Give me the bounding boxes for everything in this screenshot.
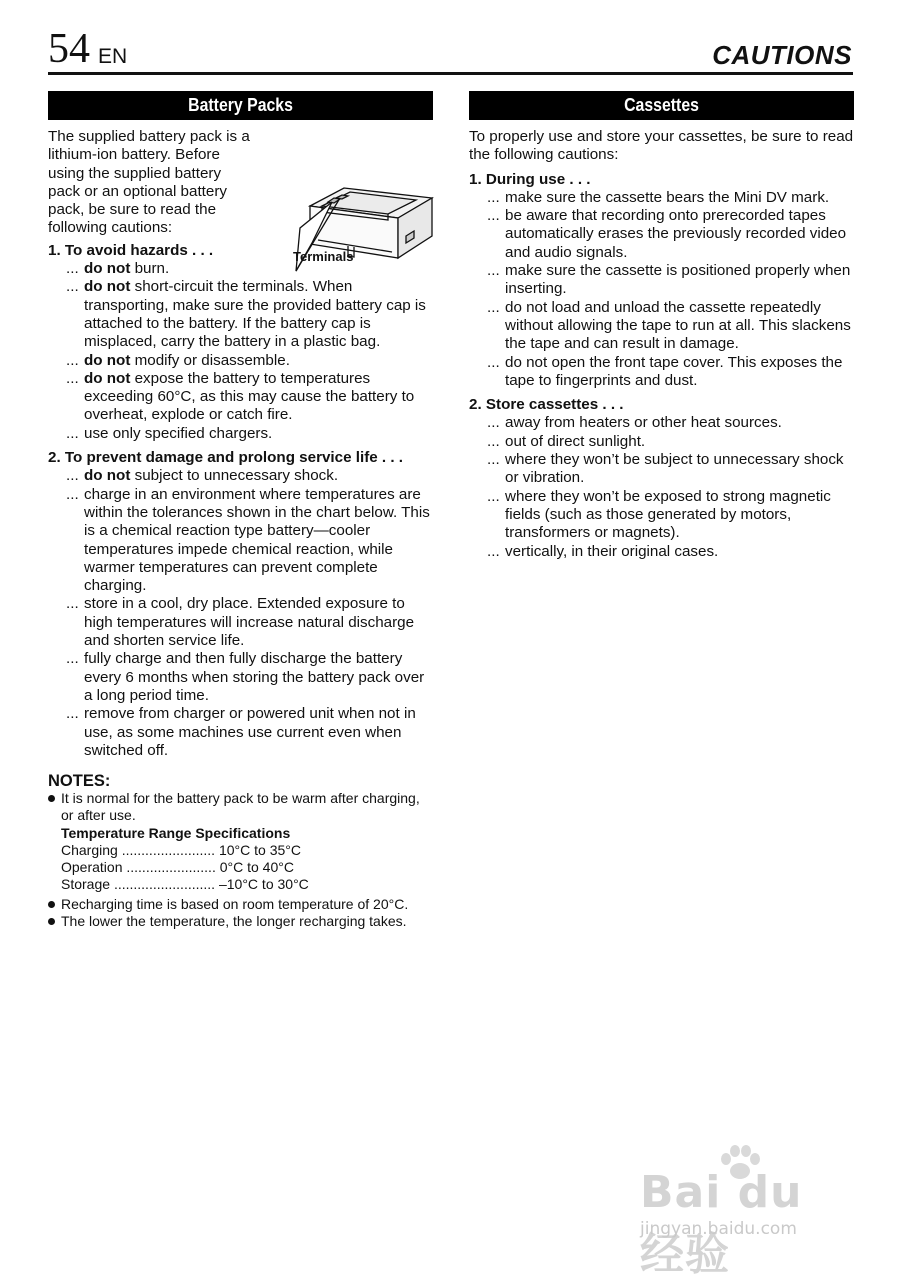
bullet-prefix: ... bbox=[487, 487, 500, 505]
battery-item-1-bullet bbox=[48, 425, 433, 443]
bullet-prefix: ... bbox=[66, 351, 79, 369]
bullet-text: expose the battery to temperatures exceeding 60°C, as this may cause the battery to overheat, explode or catch fire. bbox=[84, 369, 415, 424]
bullet-emphasis: do not bbox=[84, 369, 131, 387]
temperature-row-charging bbox=[61, 842, 433, 859]
watermark-url: jingyan.baidu.com bbox=[640, 1219, 797, 1239]
bullet-emphasis: do not bbox=[84, 467, 131, 485]
bullet-text: make sure the cassette bears the Mini DV mark. bbox=[505, 188, 830, 206]
cassettes-item-2-bullet bbox=[469, 488, 854, 543]
bullet-dot-icon bbox=[48, 795, 55, 802]
cassettes-item-2-bullet bbox=[469, 451, 854, 488]
bullet-dot-icon bbox=[48, 918, 55, 925]
bullet-prefix: ... bbox=[487, 188, 500, 206]
cassettes-item-1-bullet bbox=[469, 262, 854, 299]
battery-item-2-title: 2. To prevent damage and prolong service life . . . bbox=[48, 449, 404, 467]
bullet-text: vertically, in their original cases. bbox=[505, 542, 719, 560]
battery-item-2-bullet bbox=[48, 595, 433, 650]
bullet-text: remove from charger or powered unit when not in use, as some machines use current even when switched off. bbox=[84, 705, 416, 759]
temp-leader: .......................... bbox=[113, 875, 219, 892]
bullet-text: short-circuit the terminals. When transporting, make sure the provided battery cap is attached to the battery. If the battery cap is misplaced, carry the battery in a plastic bag. bbox=[84, 278, 426, 351]
header-rule bbox=[48, 72, 853, 75]
battery-item-1-bullet bbox=[48, 278, 433, 351]
bullet-prefix: ... bbox=[487, 262, 500, 280]
bullet-text: burn. bbox=[130, 260, 170, 278]
note-item bbox=[48, 790, 433, 824]
battery-column bbox=[48, 91, 433, 930]
battery-item-1-bullet bbox=[48, 352, 433, 370]
note-item bbox=[48, 913, 433, 930]
note-text: Recharging time is based on room temperature of 20°C. bbox=[61, 895, 409, 912]
bullet-prefix: ... bbox=[66, 369, 79, 387]
battery-item-1-bullet bbox=[48, 370, 433, 425]
watermark-logo: Bai du 经验 bbox=[640, 1167, 803, 1280]
bullet-text: modify or disassemble. bbox=[130, 351, 290, 369]
bullet-prefix: ... bbox=[66, 260, 79, 278]
temp-label: Storage bbox=[61, 875, 114, 892]
cassettes-item-1-title: 1. During use . . . bbox=[469, 170, 591, 188]
notes-list bbox=[48, 790, 433, 930]
battery-item-1-title: 1. To avoid hazards . . . bbox=[48, 241, 214, 259]
bullet-text: subject to unnecessary shock. bbox=[130, 467, 339, 485]
battery-section-title: Battery Packs bbox=[188, 95, 293, 115]
temp-leader: ....................... bbox=[126, 858, 220, 875]
bullet-prefix: ... bbox=[487, 207, 500, 225]
bullet-prefix: ... bbox=[66, 650, 79, 668]
cassettes-item-2-bullet bbox=[469, 414, 854, 432]
page-language: EN bbox=[98, 45, 128, 68]
bullet-text: away from heaters or other heat sources. bbox=[505, 414, 782, 432]
bullet-prefix: ... bbox=[66, 424, 79, 442]
temperature-spec-title: Temperature Range Specifications bbox=[61, 824, 291, 841]
bullet-prefix: ... bbox=[487, 432, 500, 450]
note-item bbox=[48, 896, 433, 913]
bullet-prefix: ... bbox=[66, 278, 79, 296]
battery-intro-text: The supplied battery pack is a lithium-ion battery. Before using the supplied battery pack or an optional battery pack, be sure to read the following cautions: bbox=[48, 128, 250, 237]
temp-value: 0°C to 40°C bbox=[219, 858, 294, 875]
cassettes-section-bar bbox=[469, 91, 854, 120]
cassettes-item-2-bullet bbox=[469, 433, 854, 451]
cassettes-column bbox=[469, 91, 854, 561]
temp-label: Charging bbox=[61, 841, 122, 858]
note-text: The lower the temperature, the longer recharging takes. bbox=[61, 913, 407, 930]
bullet-text: do not open the front tape cover. This exposes the tape to fingerprints and dust. bbox=[505, 353, 843, 389]
bullet-emphasis: do not bbox=[84, 278, 131, 296]
bullet-prefix: ... bbox=[487, 451, 500, 469]
cassettes-intro: To properly use and store your cassettes, be sure to read the following cautions: bbox=[469, 128, 854, 164]
notes-title: NOTES: bbox=[48, 772, 111, 791]
temp-value: 10°C to 35°C bbox=[218, 841, 301, 858]
bullet-prefix: ... bbox=[487, 414, 500, 432]
cassettes-section-title: Cassettes bbox=[624, 95, 699, 115]
bullet-text: out of direct sunlight. bbox=[505, 432, 646, 450]
figure-caption-terminals: Terminals bbox=[293, 249, 354, 264]
bullet-emphasis: do not bbox=[84, 351, 131, 369]
bullet-text: do not load and unload the cassette repeatedly without allowing the tape to run at all. This slackens the tape and can result in damage. bbox=[505, 298, 851, 353]
bullet-text: charge in an environment where temperatures are within the tolerances shown in the chart below. This is a chemical reaction type battery—cooler temperatures impede chemical reaction, while warmer temperatures can prevent complete charging. bbox=[84, 485, 430, 595]
battery-item-2-bullet bbox=[48, 705, 433, 760]
cassettes-item-1-bullet bbox=[469, 354, 854, 391]
battery-item-1-bullet bbox=[48, 260, 433, 278]
temperature-spec-table bbox=[48, 825, 433, 893]
note-text: It is normal for the battery pack to be warm after charging, or after use. bbox=[61, 790, 420, 824]
bullet-text: make sure the cassette is positioned properly when inserting. bbox=[505, 262, 851, 298]
bullet-text: store in a cool, dry place. Extended exposure to high temperatures will increase natural discharge and shorten service life. bbox=[84, 595, 415, 650]
bullet-prefix: ... bbox=[66, 595, 79, 613]
cassettes-item-2-bullet bbox=[469, 543, 854, 561]
battery-item-2-bullet bbox=[48, 486, 433, 596]
temp-value: –10°C to 30°C bbox=[218, 875, 309, 892]
cassettes-item-2-title: 2. Store cassettes . . . bbox=[469, 396, 624, 414]
section-title: CAUTIONS bbox=[712, 40, 852, 70]
bullet-prefix: ... bbox=[66, 467, 79, 485]
battery-section-bar bbox=[48, 91, 433, 120]
temp-label: Operation bbox=[61, 858, 127, 875]
bullet-text: use only specified chargers. bbox=[84, 424, 273, 442]
temperature-row-storage bbox=[61, 876, 433, 893]
bullet-text: fully charge and then fully discharge the battery every 6 months when storing the battery pack over a long period time. bbox=[84, 650, 425, 704]
bullet-prefix: ... bbox=[66, 705, 79, 723]
bullet-prefix: ... bbox=[487, 542, 500, 560]
cassettes-item-1-bullet bbox=[469, 299, 854, 354]
bullet-prefix: ... bbox=[487, 353, 500, 371]
bullet-text: where they won’t be exposed to strong magnetic fields (such as those generated by motors, transformers or magnets). bbox=[505, 487, 831, 542]
battery-item-2-bullet bbox=[48, 650, 433, 705]
bullet-emphasis: do not bbox=[84, 260, 131, 278]
battery-item-2-bullet bbox=[48, 467, 433, 485]
bullet-text: be aware that recording onto prerecorded tapes automatically erases the previously recorded video and audio signals. bbox=[505, 207, 847, 261]
baidu-watermark bbox=[640, 1145, 850, 1280]
bullet-dot-icon bbox=[48, 901, 55, 908]
temp-leader: ........................ bbox=[121, 841, 219, 858]
page-number: 54 bbox=[48, 26, 90, 72]
bullet-prefix: ... bbox=[66, 485, 79, 503]
cassettes-item-1-bullet bbox=[469, 189, 854, 207]
bullet-prefix: ... bbox=[487, 298, 500, 316]
temperature-row-operation bbox=[61, 859, 433, 876]
bullet-text: where they won’t be subject to unnecessary shock or vibration. bbox=[505, 451, 844, 487]
page-header bbox=[48, 26, 852, 70]
cassettes-item-1-bullet bbox=[469, 207, 854, 262]
